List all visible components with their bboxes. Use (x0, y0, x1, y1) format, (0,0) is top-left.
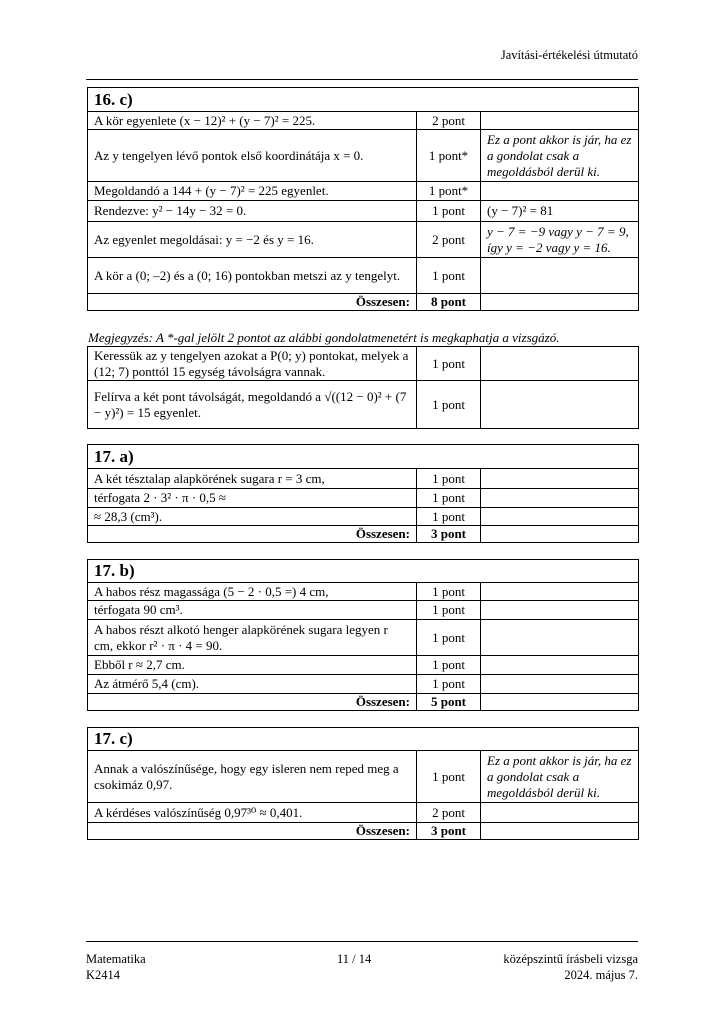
row-points: 1 pont* (417, 130, 481, 182)
row-note: Ez a pont akkor is jár, ha ez a gondolat csak a megoldásból derül ki. (481, 751, 639, 803)
total-row (88, 694, 639, 711)
row-points: 1 pont (417, 489, 481, 508)
row-points: 1 pont (417, 381, 481, 429)
row-text: Megoldandó a 144 + (y − 7)² = 225 egyenlet. (88, 182, 417, 201)
header-divider (86, 79, 638, 80)
row-text: Ebből r ≈ 2,7 cm. (88, 656, 417, 675)
total-row (88, 823, 639, 840)
table-row (88, 675, 639, 694)
row-note (481, 656, 639, 675)
row-note (481, 583, 639, 601)
remark-table (87, 346, 639, 429)
row-points: 2 pont (417, 222, 481, 258)
section-title: 17. b) (88, 560, 639, 583)
row-text: Felírva a két pont távolságát, megoldandó a √((12 − 0)² + (7 − y)²) = 15 egyenlet. (88, 381, 417, 429)
total-points: 3 pont (417, 823, 481, 840)
row-note (481, 381, 639, 429)
row-text: A habos rész magassága (5 − 2 · 0,5 =) 4 cm, (88, 583, 417, 601)
table-row (88, 222, 639, 258)
row-points: 1 pont (417, 675, 481, 694)
row-note (481, 803, 639, 823)
header-title: Javítási-értékelési útmutató (500, 48, 638, 62)
table-row (88, 751, 639, 803)
table-row (88, 656, 639, 675)
table-row (88, 381, 639, 429)
total-row (88, 526, 639, 543)
row-points: 1 pont (417, 656, 481, 675)
footer-left (86, 951, 146, 983)
section-17c-table (87, 727, 639, 840)
row-text: A kör egyenlete (x − 12)² + (y − 7)² = 225. (88, 112, 417, 130)
footer-right (503, 951, 638, 983)
total-note (481, 694, 639, 711)
footer-divider (86, 941, 638, 942)
row-text: Annak a valószínűsége, hogy egy isleren nem reped meg a csokimáz 0,97. (88, 751, 417, 803)
table-row (88, 583, 639, 601)
row-text: Az egyenlet megoldásai: y = −2 és y = 16. (88, 222, 417, 258)
footer-page-number: 11 / 14 (337, 952, 372, 966)
table-row (88, 112, 639, 130)
row-text: A kör a (0; –2) és a (0; 16) pontokban metszi az y tengelyt. (88, 258, 417, 294)
footer-exam: középszintű írásbeli vizsga (503, 952, 638, 966)
row-text: ≈ 28,3 (cm³). (88, 508, 417, 526)
row-note (481, 601, 639, 620)
total-label: Összesen: (88, 823, 417, 840)
row-points: 1 pont (417, 620, 481, 656)
total-note (481, 526, 639, 543)
total-label: Összesen: (88, 694, 417, 711)
row-text: térfogata 2 · 3² · π · 0,5 ≈ (88, 489, 417, 508)
row-points: 1 pont (417, 508, 481, 526)
row-text: Az y tengelyen lévő pontok első koordinátája x = 0. (88, 130, 417, 182)
row-note (481, 508, 639, 526)
table-row (88, 508, 639, 526)
row-text: Rendezve: y² − 14y − 32 = 0. (88, 201, 417, 222)
footer-subject: Matematika (86, 952, 146, 966)
table-row (88, 182, 639, 201)
footer-code: K2414 (86, 968, 121, 982)
total-row (88, 294, 639, 311)
row-note (481, 258, 639, 294)
total-note (481, 294, 639, 311)
row-text: A kérdéses valószínűség 0,97³⁰ ≈ 0,401. (88, 803, 417, 823)
row-points: 1 pont (417, 751, 481, 803)
table-row (88, 130, 639, 182)
total-label: Összesen: (88, 526, 417, 543)
row-points: 2 pont (417, 803, 481, 823)
row-note: (y − 7)² = 81 (481, 201, 639, 222)
table-row (88, 258, 639, 294)
table-row (88, 201, 639, 222)
row-points: 1 pont (417, 583, 481, 601)
total-note (481, 823, 639, 840)
total-points: 8 pont (417, 294, 481, 311)
row-note (481, 347, 639, 381)
section-title: 17. c) (88, 728, 639, 751)
row-text: A két tésztalap alapkörének sugara r = 3 cm, (88, 469, 417, 489)
row-points: 1 pont (417, 258, 481, 294)
total-points: 3 pont (417, 526, 481, 543)
row-note (481, 675, 639, 694)
row-note: y − 7 = −9 vagy y − 7 = 9, így y = −2 vagy y = 16. (481, 222, 639, 258)
section-17a-table (87, 444, 639, 543)
section-17b-table (87, 559, 639, 711)
row-note (481, 620, 639, 656)
row-points: 2 pont (417, 112, 481, 130)
row-text: térfogata 90 cm³. (88, 601, 417, 620)
row-points: 1 pont* (417, 182, 481, 201)
remark-text: Megjegyzés: A *-gal jelölt 2 pontot az alábbi gondolatmenetért is megkaphatja a vizsgázó. (88, 330, 560, 345)
table-row (88, 803, 639, 823)
row-points: 1 pont (417, 201, 481, 222)
total-points: 5 pont (417, 694, 481, 711)
row-points: 1 pont (417, 601, 481, 620)
table-row (88, 620, 639, 656)
row-points: 1 pont (417, 347, 481, 381)
section-title: 16. c) (88, 88, 639, 112)
table-row (88, 347, 639, 381)
row-text: A habos részt alkotó henger alapkörének sugara legyen r cm, ekkor r² · π · 4 = 90. (88, 620, 417, 656)
row-note (481, 112, 639, 130)
total-label: Összesen: (88, 294, 417, 311)
row-note (481, 489, 639, 508)
row-text: Az átmérő 5,4 (cm). (88, 675, 417, 694)
row-note: Ez a pont akkor is jár, ha ez a gondolat csak a megoldásból derül ki. (481, 130, 639, 182)
table-row (88, 469, 639, 489)
row-points: 1 pont (417, 469, 481, 489)
row-text: Keressük az y tengelyen azokat a P(0; y) pontokat, melyek a (12; 7) ponttól 15 egység távolságra vannak. (88, 347, 417, 381)
row-note (481, 182, 639, 201)
table-row (88, 601, 639, 620)
section-title: 17. a) (88, 445, 639, 469)
section-16c-table (87, 87, 639, 311)
row-note (481, 469, 639, 489)
table-row (88, 489, 639, 508)
footer-date: 2024. május 7. (564, 968, 638, 982)
